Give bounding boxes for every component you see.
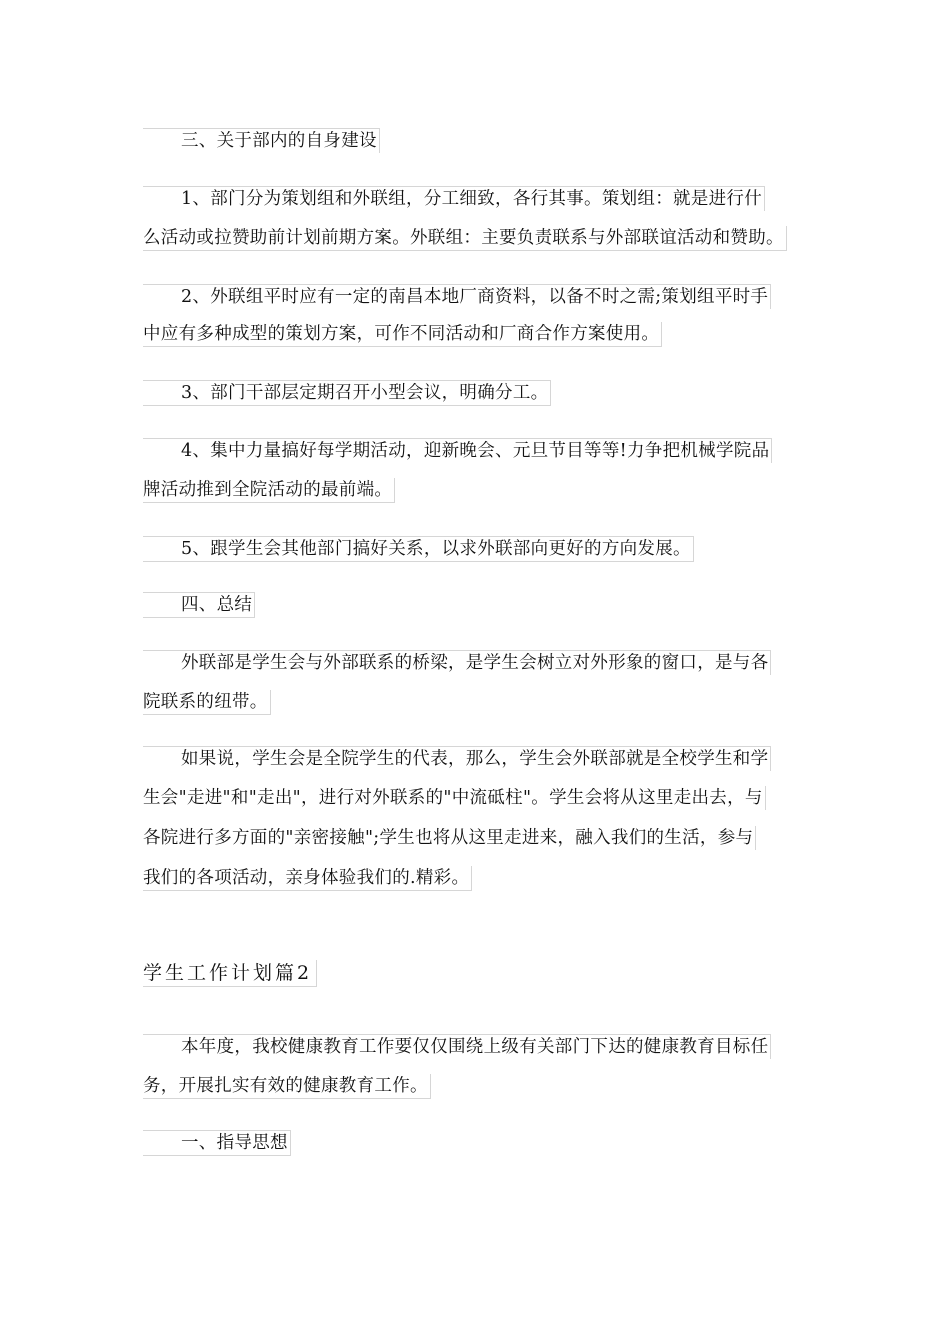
section-title-plan-2: 学生工作计划篇2 bbox=[143, 960, 317, 987]
paragraph-8-line-2: 务，开展扎实有效的健康教育工作。 bbox=[143, 1074, 431, 1099]
section-heading-3: 三、关于部内的自身建设 bbox=[143, 128, 380, 153]
paragraph-5-line-1: 5、跟学生会其他部门搞好关系，以求外联部向更好的方向发展。 bbox=[143, 536, 694, 562]
section-heading-4: 四、总结 bbox=[143, 592, 255, 618]
paragraph-7-line-1: 如果说，学生会是全院学生的代表，那么，学生会外联部就是全校学生和学 bbox=[143, 746, 771, 771]
paragraph-6-line-1: 外联部是学生会与外部联系的桥梁，是学生会树立对外形象的窗口，是与各 bbox=[143, 650, 771, 675]
paragraph-1-line-2: 么活动或拉赞助前计划前期方案。外联组：主要负责联系与外部联谊活动和赞助。 bbox=[143, 226, 787, 251]
section-heading-1: 一、指导思想 bbox=[143, 1130, 291, 1156]
paragraph-7-line-3: 各院进行多方面的"亲密接触";学生也将从这里走进来，融入我们的生活，参与 bbox=[143, 826, 756, 850]
paragraph-2-line-1: 2、外联组平时应有一定的南昌本地厂商资料，以备不时之需;策划组平时手 bbox=[143, 284, 771, 309]
paragraph-7-line-2: 生会"走进"和"走出"，进行对外联系的"中流砥柱"。学生会将从这里走出去，与 bbox=[143, 786, 766, 810]
paragraph-6-line-2: 院联系的纽带。 bbox=[143, 690, 271, 715]
paragraph-1-line-1: 1、部门分为策划组和外联组，分工细致，各行其事。策划组：就是进行什 bbox=[143, 186, 765, 211]
paragraph-7-line-4: 我们的各项活动，亲身体验我们的.精彩。 bbox=[143, 866, 472, 891]
paragraph-4-line-2: 牌活动推到全院活动的最前端。 bbox=[143, 478, 395, 503]
paragraph-2-line-2: 中应有多种成型的策划方案，可作不同活动和厂商合作方案使用。 bbox=[143, 322, 662, 347]
paragraph-8-line-1: 本年度，我校健康教育工作要仅仅围绕上级有关部门下达的健康教育目标任 bbox=[143, 1034, 771, 1059]
paragraph-4-line-1: 4、集中力量搞好每学期活动，迎新晚会、元旦节目等等!力争把机械学院品 bbox=[143, 438, 772, 463]
paragraph-3-line-1: 3、部门干部层定期召开小型会议，明确分工。 bbox=[143, 380, 551, 406]
